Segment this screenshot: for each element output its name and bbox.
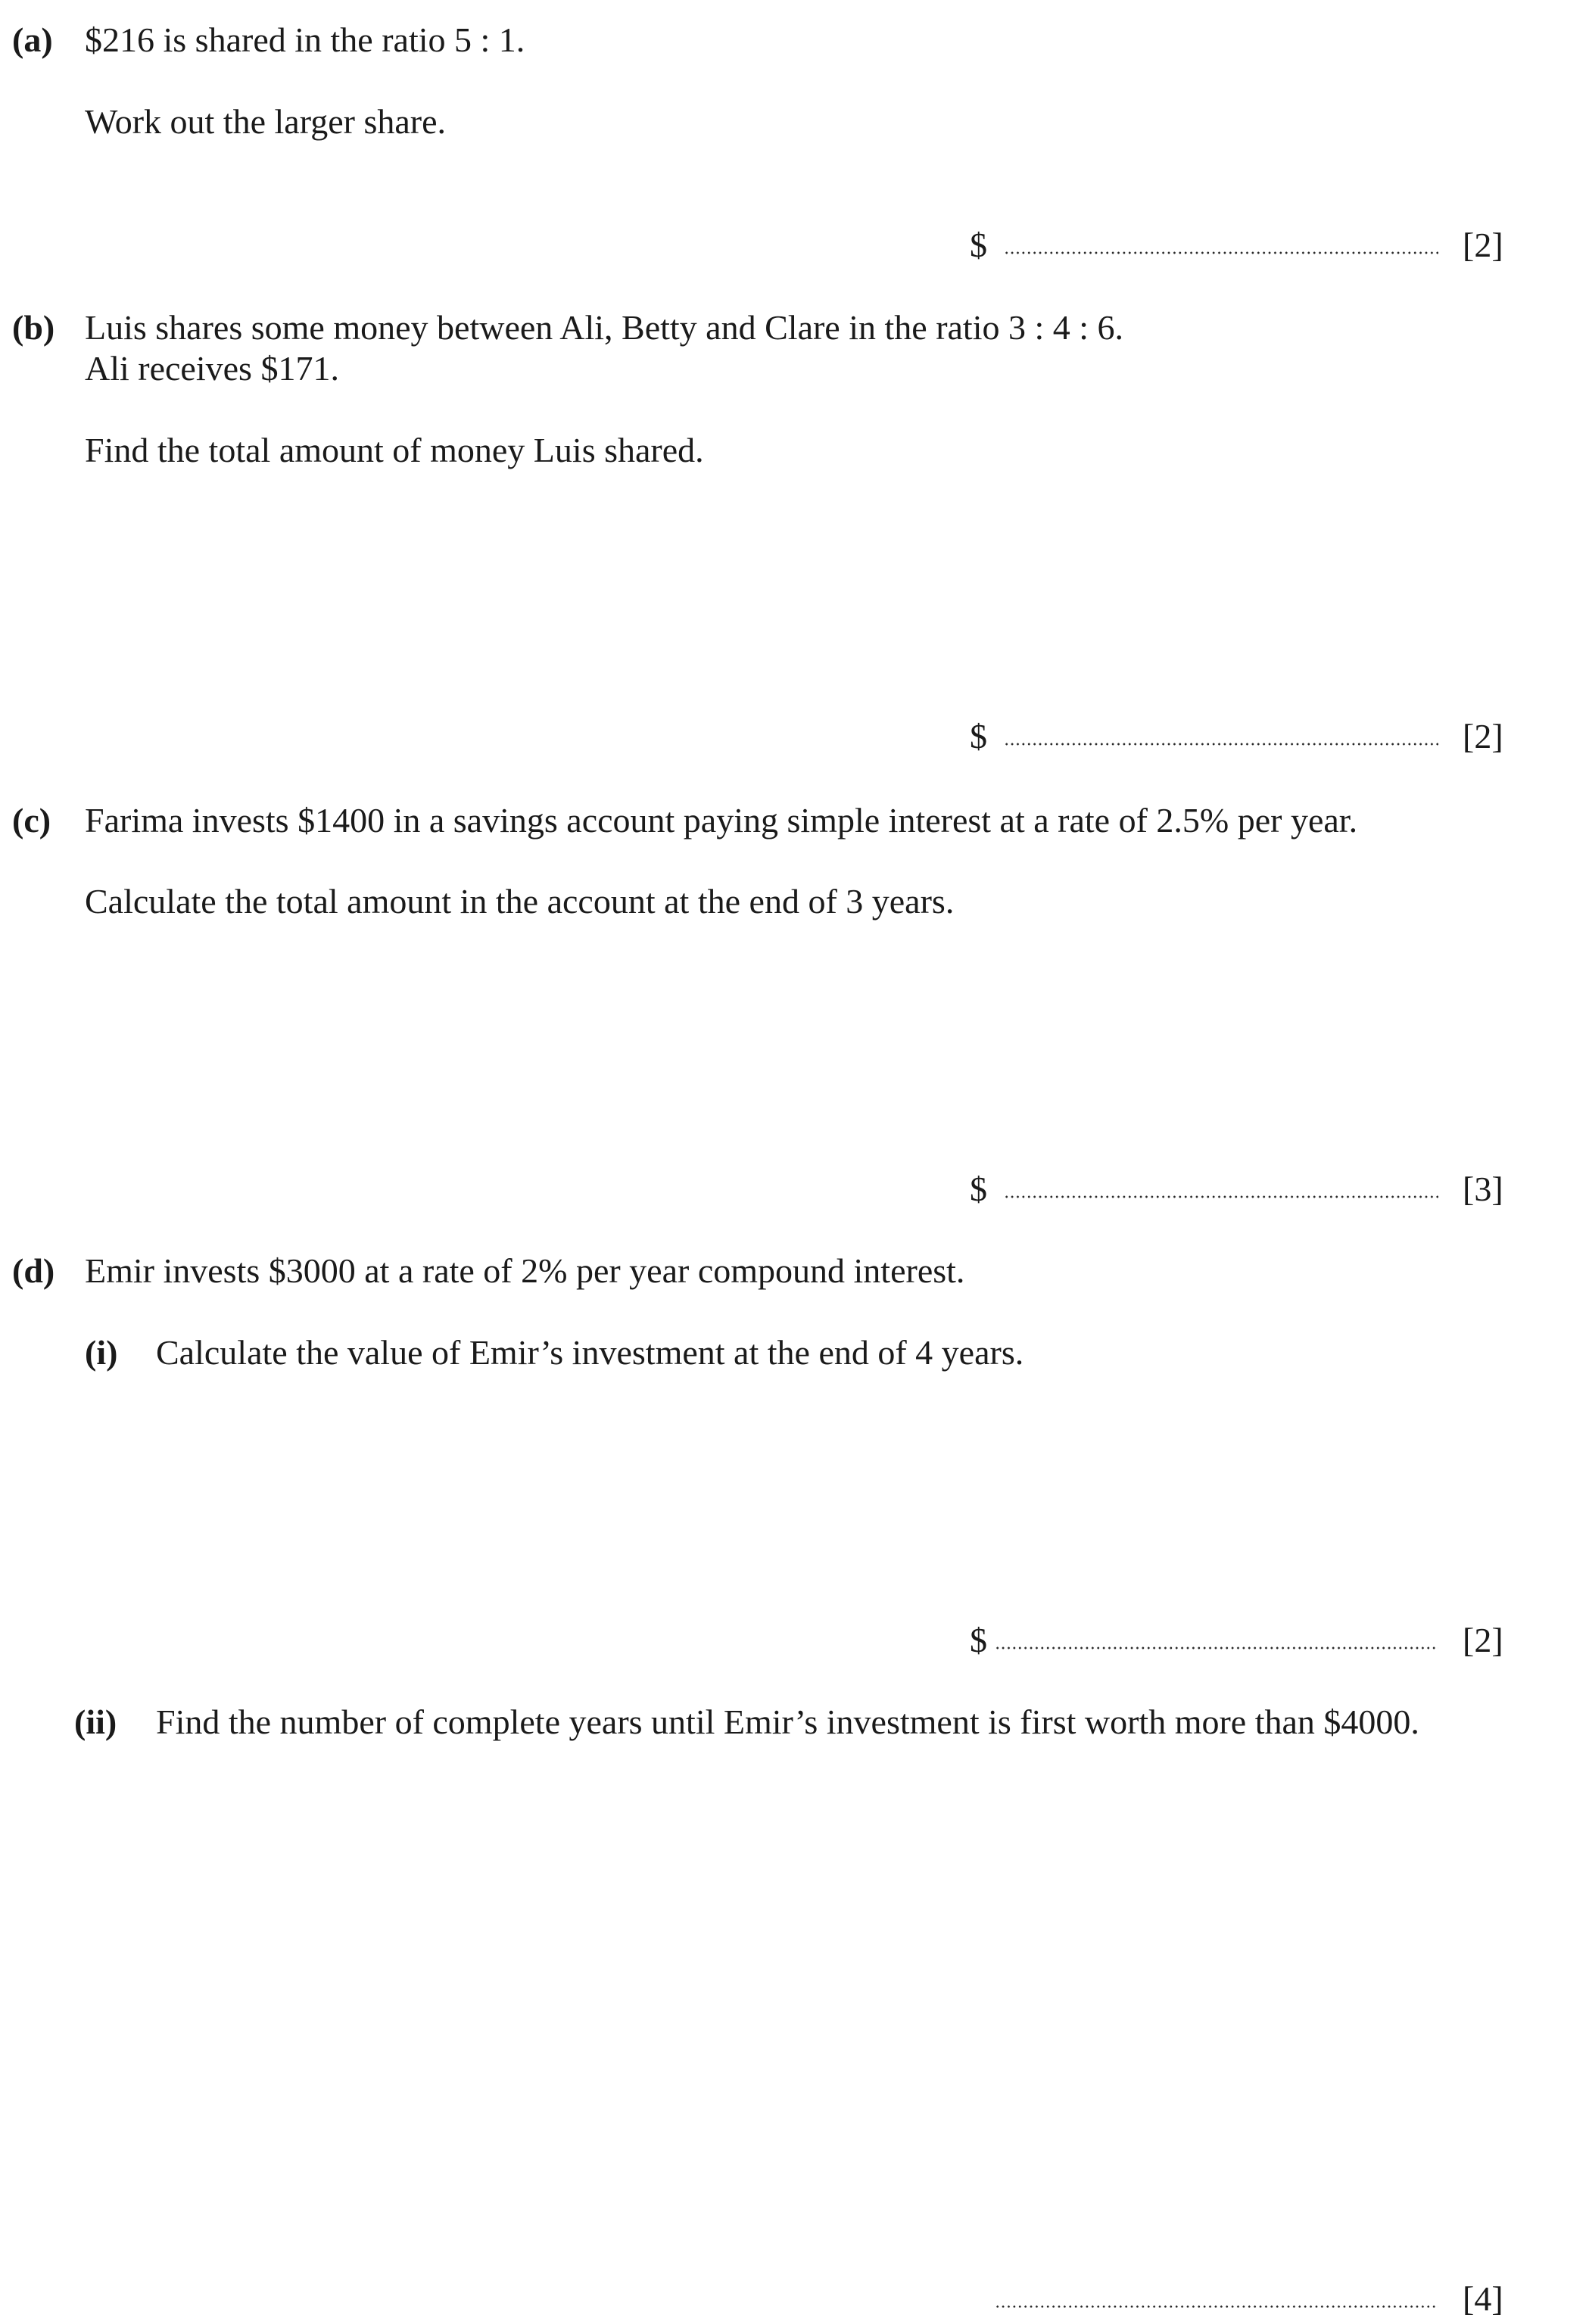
part-d-statement: Emir invests $3000 at a rate of 2% per year compound interest. bbox=[85, 1251, 965, 1290]
part-a-instruction: Work out the larger share. bbox=[85, 102, 447, 141]
part-b-dollar-sign: $ bbox=[970, 717, 987, 755]
part-d-ii-answer-line[interactable] bbox=[995, 2305, 1438, 2308]
part-a-dollar-sign: $ bbox=[970, 226, 987, 264]
part-b-label: (b) bbox=[12, 308, 55, 347]
part-b-given: Ali receives $171. bbox=[85, 349, 339, 388]
part-d-i-answer-line[interactable] bbox=[995, 1646, 1438, 1650]
part-c-marks: [3] bbox=[1463, 1170, 1503, 1208]
part-a-label: (a) bbox=[12, 20, 53, 59]
part-b-answer-line[interactable] bbox=[1004, 743, 1438, 746]
part-a-answer-line[interactable] bbox=[1004, 251, 1438, 254]
part-d-i-label: (i) bbox=[85, 1333, 118, 1372]
part-c-instruction: Calculate the total amount in the account at the end of 3 years. bbox=[85, 882, 955, 921]
part-c-statement: Farima invests $1400 in a savings account paying simple interest at a rate of 2.5% per year. bbox=[85, 801, 1358, 840]
part-d-ii-instruction: Find the number of complete years until Emir’s investment is first worth more than $4000. bbox=[156, 1703, 1419, 1741]
part-c-dollar-sign: $ bbox=[970, 1170, 987, 1208]
part-d-i-dollar-sign: $ bbox=[970, 1621, 987, 1659]
part-b-marks: [2] bbox=[1463, 717, 1503, 755]
part-c-answer-line[interactable] bbox=[1004, 1195, 1438, 1198]
part-d-ii-marks: [4] bbox=[1463, 2279, 1503, 2318]
part-a-marks: [2] bbox=[1463, 226, 1503, 264]
part-a-statement: $216 is shared in the ratio 5 : 1. bbox=[85, 20, 525, 59]
part-d-label: (d) bbox=[12, 1251, 55, 1290]
part-d-ii-label: (ii) bbox=[74, 1703, 117, 1741]
part-b-statement: Luis shares some money between Ali, Betty and Clare in the ratio 3 : 4 : 6. bbox=[85, 308, 1124, 347]
part-d-i-marks: [2] bbox=[1463, 1621, 1503, 1659]
part-b-instruction: Find the total amount of money Luis shared. bbox=[85, 431, 704, 469]
part-c-label: (c) bbox=[12, 801, 51, 840]
part-d-i-instruction: Calculate the value of Emir’s investment at the end of 4 years. bbox=[156, 1333, 1024, 1372]
